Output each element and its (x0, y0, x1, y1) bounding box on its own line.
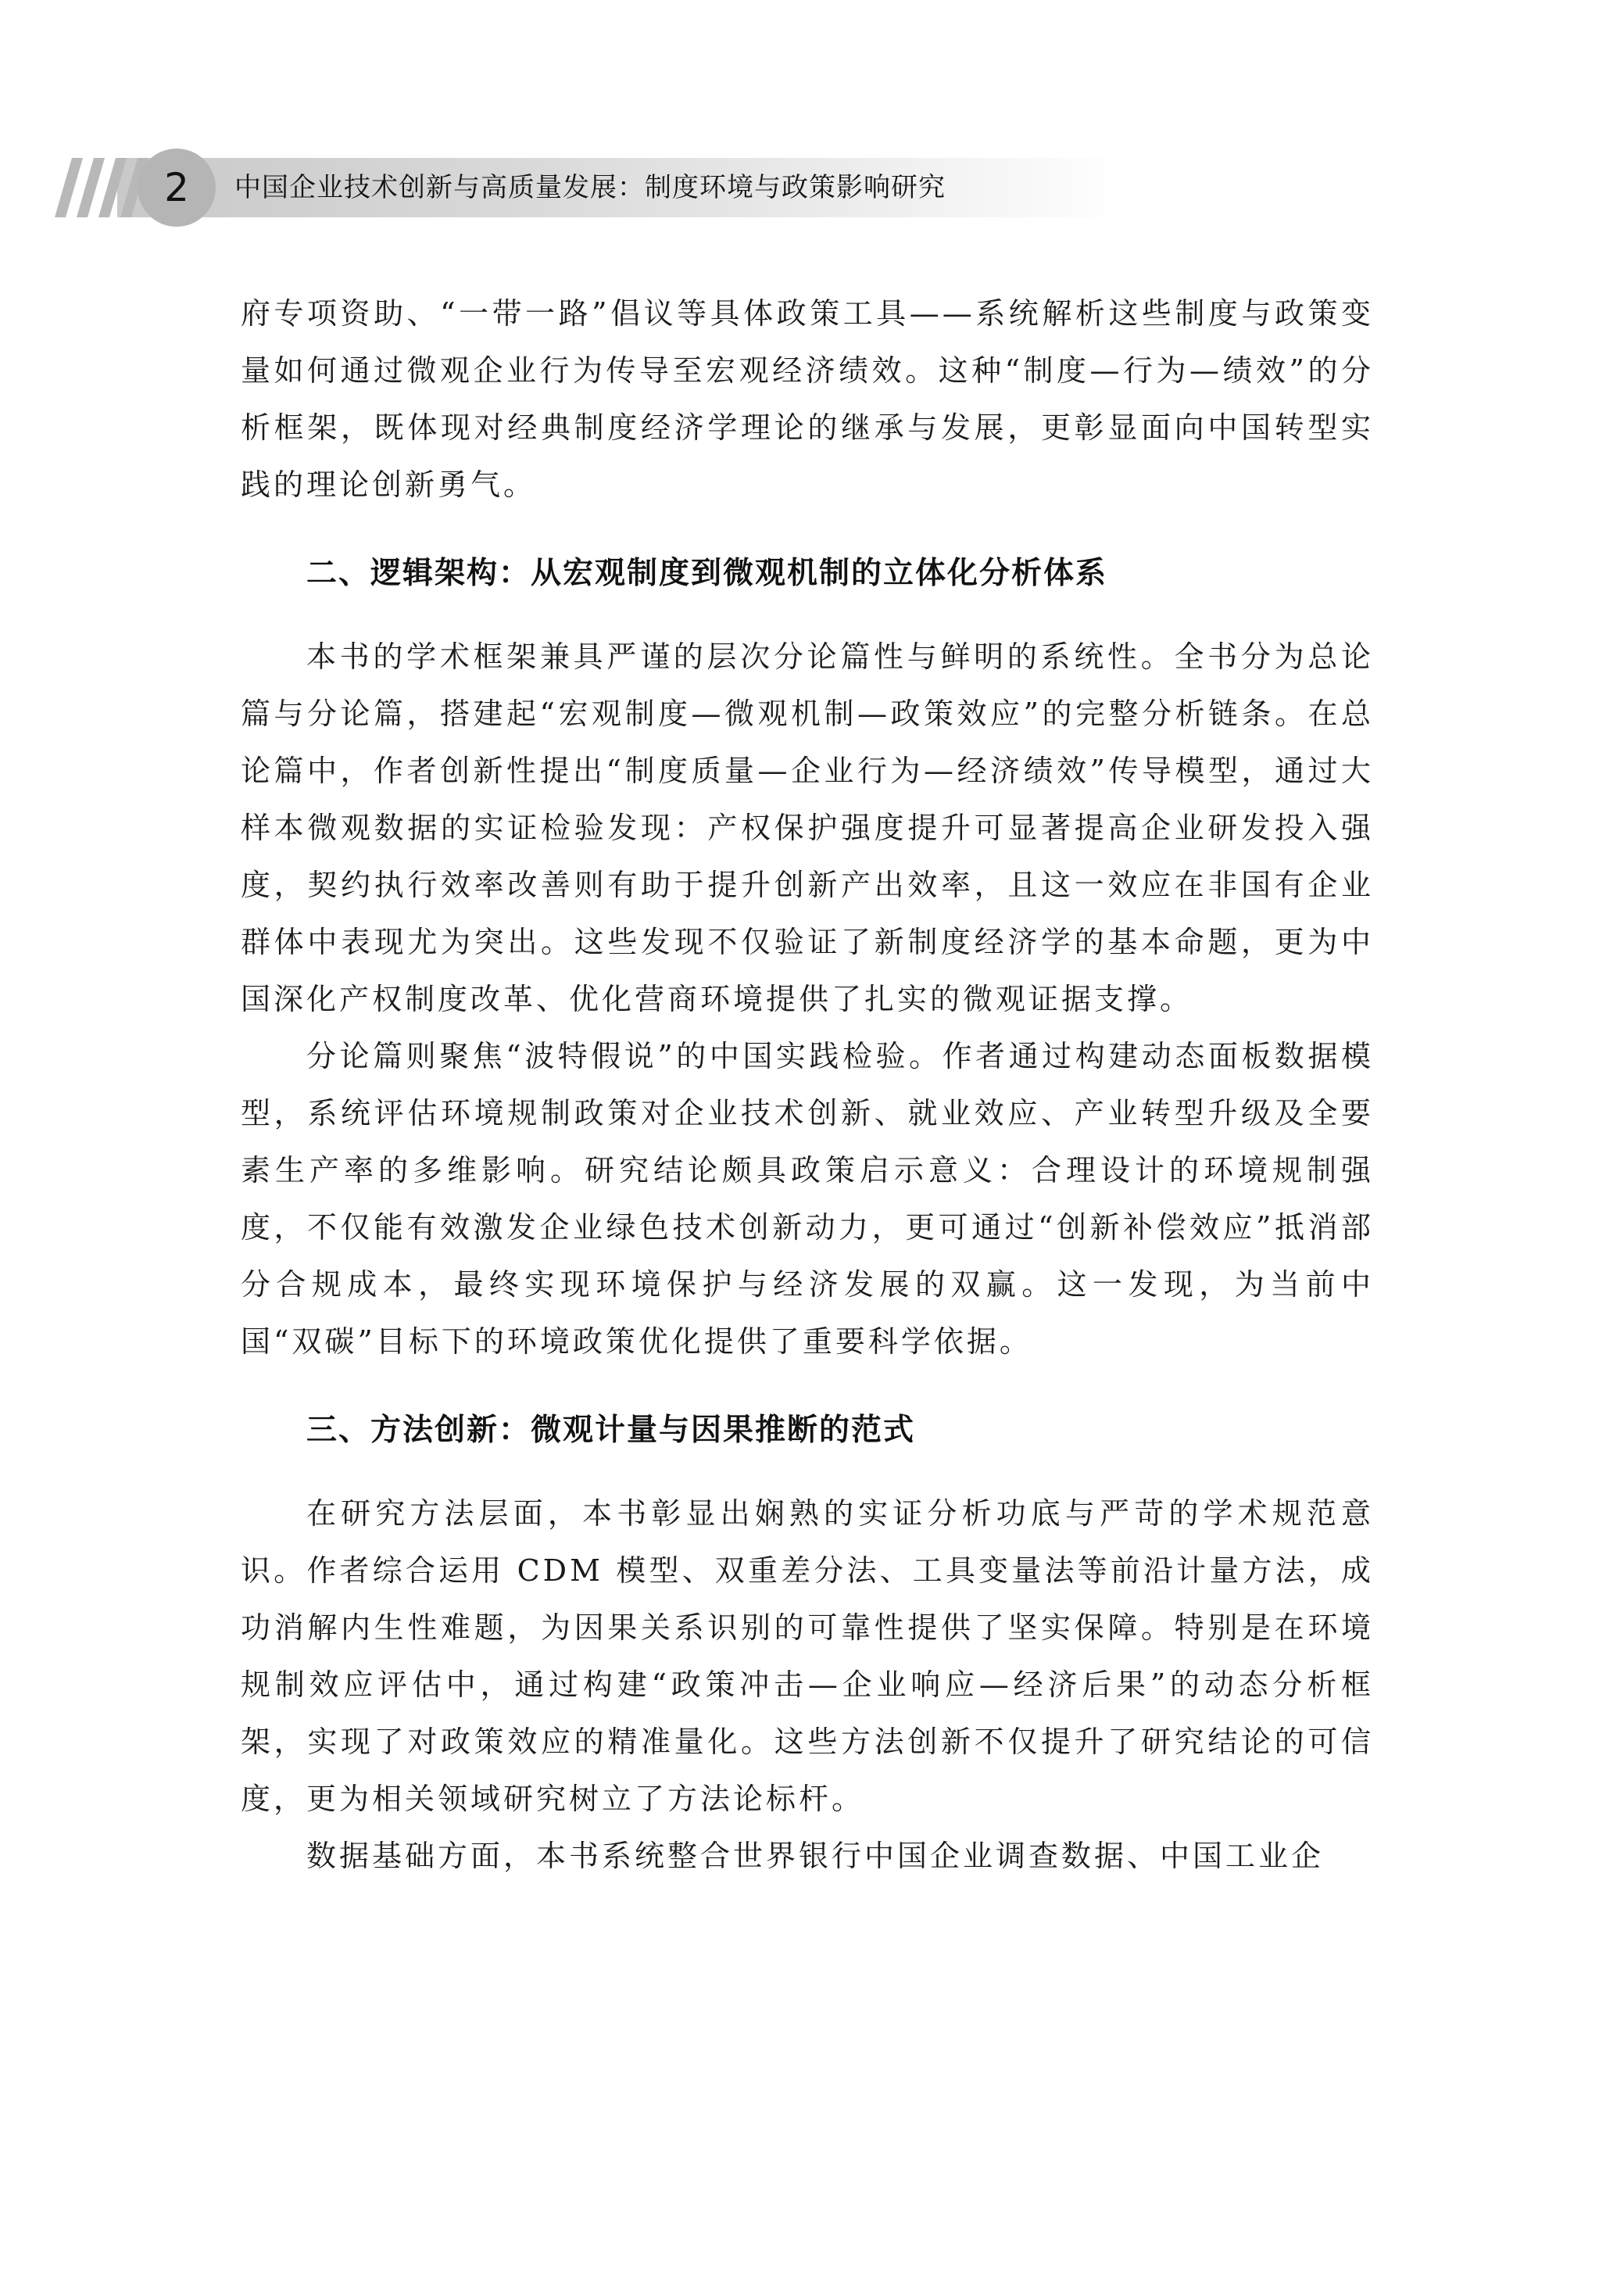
section-heading-2: 二、逻辑架构：从宏观制度到微观机制的立体化分析体系 (306, 556, 1108, 591)
page-body (241, 285, 1374, 1885)
paragraph-2: 本书的学术框架兼具严谨的层次分论篇性与鲜明的系统性。全书分为总论篇与分论篇，搭建起“宏观制度—微观机制—政策效应”的完整分析链条。在总论篇中，作者创新性提出“制度质量—企业行为—经济绩效”传导模型，通过大样本微观数据的实证检验发现：产权保护强度提升可显著提高企业研发投入强度，契约执行效率改善则有助于提升创新产出效率，且这一效应在非国有企业群体中表现尤为突出。这些发现不仅验证了新制度经济学的基本命题，更为中国深化产权制度改革、优化营商环境提供了扎实的微观证据支撑。 (241, 639, 1374, 1016)
section-heading-3: 三、方法创新：微观计量与因果推断的范式 (306, 1413, 916, 1448)
page-number: 2 (138, 149, 216, 227)
running-header (0, 0, 1624, 258)
paragraph-3: 分论篇则聚焦“波特假说”的中国实践检验。作者通过构建动态面板数据模型，系统评估环境规制政策对企业技术创新、就业效应、产业转型升级及全要素生产率的多维影响。研究结论颇具政策启示意义：合理设计的环境规制强度，不仅能有效激发企业绿色技术创新动力，更可通过“创新补偿效应”抵消部分合规成本，最终实现环境保护与经济发展的双赢。这一发现，为当前中国“双碳”目标下的环境政策优化提供了重要科学依据。 (241, 1039, 1374, 1359)
paragraph-1: 府专项资助、“一带一路”倡议等具体政策工具——系统解析这些制度与政策变量如何通过微观企业行为传导至宏观经济绩效。这种“制度—行为—绩效”的分析框架，既体现对经典制度经济学理论的继承与发展，更彰显面向中国转型实践的理论创新勇气。 (241, 296, 1374, 502)
running-title: 中国企业技术创新与高质量发展：制度环境与政策影响研究 (234, 172, 946, 203)
paragraph-4: 在研究方法层面，本书彰显出娴熟的实证分析功底与严苛的学术规范意识。作者综合运用 CDM 模型、双重差分法、工具变量法等前沿计量方法，成功消解内生性难题，为因果关系识别的可靠性提供了坚实保障。特别是在环境规制效应评估中，通过构建“政策冲击—企业响应—经济后果”的动态分析框架，实现了对政策效应的精准量化。这些方法创新不仅提升了研究结论的可信度，更为相关领域研究树立了方法论标杆。 (241, 1496, 1374, 1816)
paragraph-5: 数据基础方面，本书系统整合世界银行中国企业调查数据、中国工业企 (306, 1839, 1325, 1873)
diagonal-slashes-icon (55, 158, 148, 217)
